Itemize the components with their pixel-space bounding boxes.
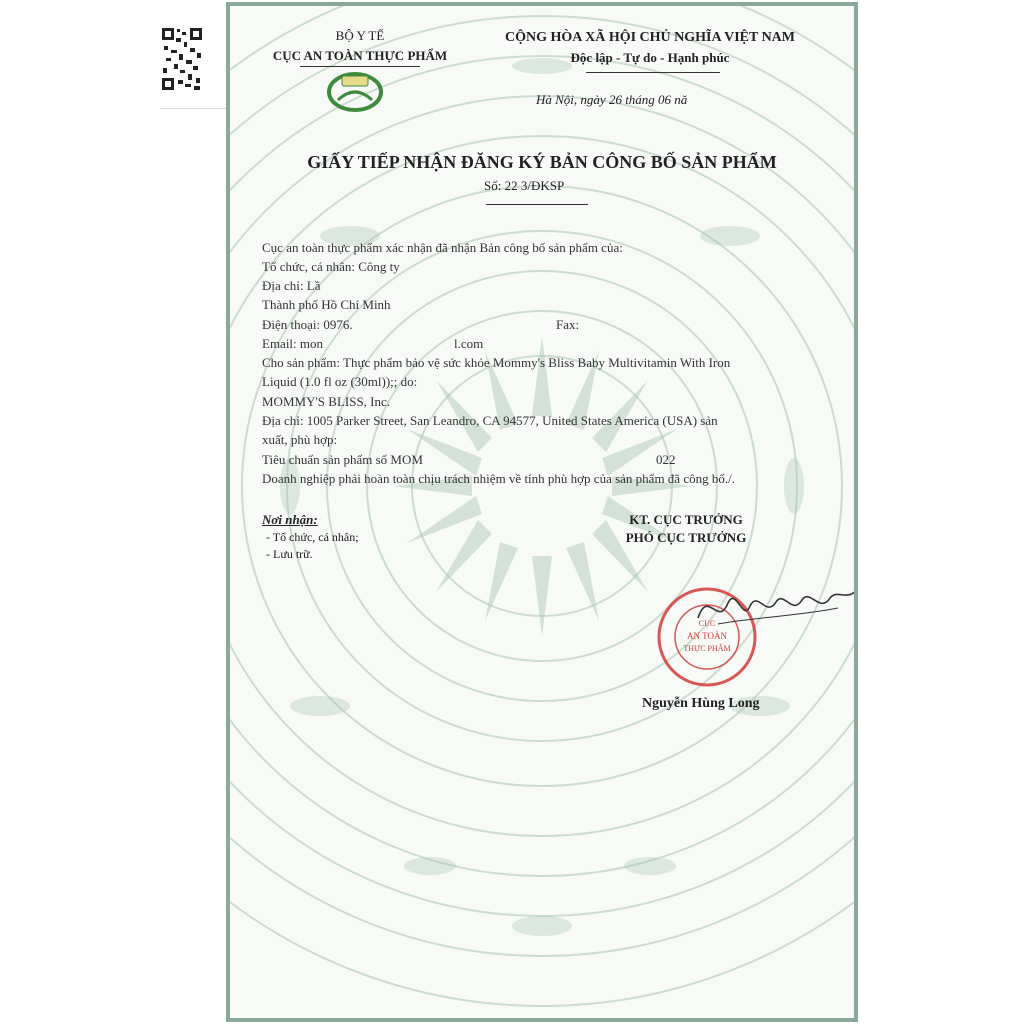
body-line: MOMMY'S BLISS, Inc. — [262, 394, 391, 409]
signer-title-2: PHÓ CỤC TRƯỞNG — [625, 530, 747, 545]
body-line: Doanh nghiệp phải hoàn toàn chịu trách nhiệm về tính phù hợp của sản phẩm đã công bố./. — [262, 471, 735, 486]
body-line: Địa chỉ: 1005 Parker Street, San Leandro, CA 94577, United States America (USA) sản — [262, 413, 718, 428]
motto-underline — [586, 72, 720, 73]
national-motto: Độc lập - Tự do - Hạnh phúc — [570, 50, 730, 65]
body-line: Email: mon — [262, 336, 324, 351]
fax-label: Fax: — [556, 317, 580, 332]
stamp-line-2: AN TOÀN — [687, 631, 727, 641]
body-line: Thành phố Hồ Chí Minh — [262, 297, 391, 312]
body-line: Tiêu chuẩn sản phẩm số MOM — [262, 452, 423, 467]
body-line: Cho sản phẩm: Thực phẩm bảo vệ sức khỏe Mommy's Bliss Baby Multivitamin With Iron — [262, 355, 731, 370]
stamp-line-1: CỤC — [698, 619, 716, 628]
number-underline — [486, 204, 588, 205]
agency-name: CỤC AN TOÀN THỰC PHẨM — [272, 48, 448, 63]
email-tail: l.com — [454, 336, 484, 351]
corner-divider — [160, 108, 228, 109]
recipient-item: - Tổ chức, cá nhân; — [266, 530, 359, 544]
signer-title-1: KT. CỤC TRƯỞNG — [629, 512, 743, 527]
republic-name: CỘNG HÒA XÃ HỘI CHỦ NGHĨA VIỆT NAM — [504, 30, 795, 45]
body-line: xuất, phù hợp: — [262, 432, 338, 447]
body-line: Liquid (1.0 fl oz (30ml));; do: — [262, 374, 418, 389]
document-number: Số: 22 3/ĐKSP — [484, 178, 565, 193]
signature — [688, 578, 858, 638]
standard-tail: 022 — [656, 452, 676, 467]
body-line: Điện thoại: 0976. — [262, 317, 353, 332]
recipient-item: - Lưu trữ. — [266, 547, 313, 561]
recipients-heading: Nơi nhận: — [262, 512, 318, 527]
agency-underline — [300, 66, 420, 67]
signer-name: Nguyễn Hùng Long — [642, 696, 760, 711]
body-line: Tổ chức, cá nhân: Công ty — [262, 259, 400, 274]
ministry-name: BỘ Y TẾ — [335, 28, 385, 43]
place-date: Hà Nội, ngày 26 tháng 06 nă — [536, 92, 688, 107]
body-line: Địa chỉ: Lầ — [262, 278, 321, 293]
qr-code — [160, 26, 204, 92]
stamp-line-3: THỰC PHẨM — [683, 644, 731, 653]
certificate-page — [226, 2, 858, 1022]
document-title: GIẤY TIẾP NHẬN ĐĂNG KÝ BẢN CÔNG BỐ SẢN PHẨM — [307, 152, 777, 172]
body-line: Cục an toàn thực phẩm xác nhận đã nhận Bản công bố sản phẩm của: — [262, 240, 623, 255]
